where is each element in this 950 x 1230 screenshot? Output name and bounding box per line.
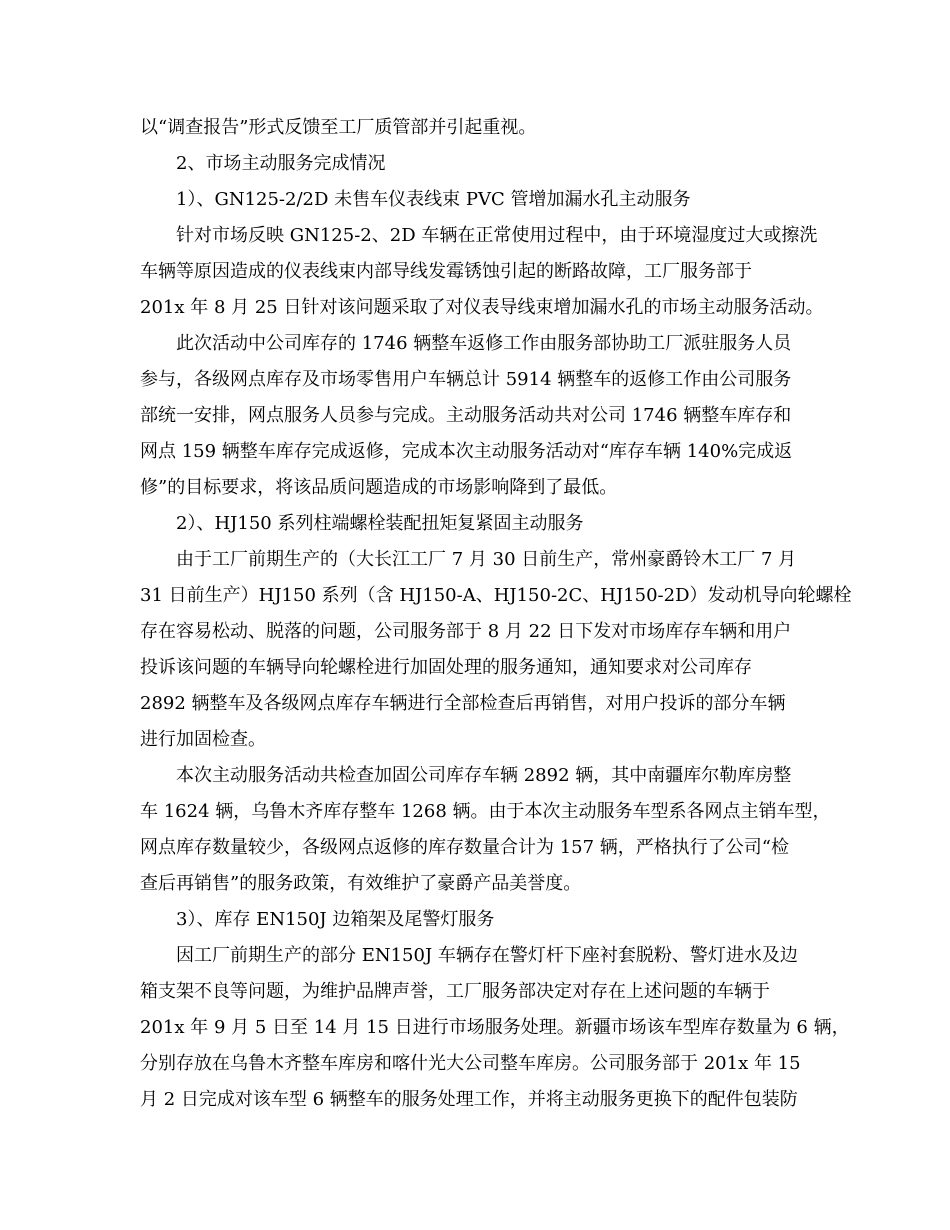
text-line-5: 车辆等原因造成的仪表线束内部导线发霉锈蚀引起的断路故障，工厂服务部于 [140, 261, 752, 282]
text-line-1: 以“调查报告”形式反馈至工厂质管部并引起重视。 [140, 117, 537, 138]
text-line-25: 箱支架不良等问题，为维护品牌声誉，工厂服务部决定对存在上述问题的车辆于 [140, 981, 770, 1002]
text-line-10: 网点 159 辆整车库存完成返修，完成本次主动服务活动对“库存车辆 140%完成返 [140, 441, 793, 462]
text-line-20: 车 1624 辆，乌鲁木齐库存整车 1268 辆。由于本次主动服务车型系各网点主销车型， [140, 801, 831, 822]
text-line-26: 201x 年 9 月 5 日至 14 月 15 日进行市场服务处理。新疆市场该车型库存数量为 6 辆， [140, 1017, 850, 1038]
text-line-8: 参与，各级网点库存及市场零售用户车辆总计 5914 辆整车的返修工作由公司服务 [140, 369, 792, 390]
text-line-16: 投诉该问题的车辆导向轮螺栓进行加固处理的服务通知，通知要求对公司库存 [140, 657, 752, 678]
text-line-11: 修”的目标要求，将该品质问题造成的市场影响降到了最低。 [140, 477, 618, 498]
subsection-heading-2: 2）、HJ150 系列柱端螺栓装配扭矩复紧固主动服务 [176, 513, 584, 534]
text-line-7: 此次活动中公司库存的 1746 辆整车返修工作由服务部协助工厂派驻服务人员 [176, 333, 792, 354]
text-line-13: 由于工厂前期生产的（大长江工厂 7 月 30 日前生产，常州豪爵铃木工厂 7 月 [176, 549, 797, 570]
text-line-21: 网点库存数量较少，各级网点返修的库存数量合计为 157 辆，严格执行了公司“检 [140, 837, 789, 858]
text-line-28: 月 2 日完成对该车型 6 辆整车的服务处理工作，并将主动服务更换下的配件包装防 [140, 1089, 798, 1110]
subsection-heading-3: 3）、库存 EN150J 边箱架及尾警灯服务 [176, 909, 495, 930]
text-line-15: 存在容易松动、脱落的问题，公司服务部于 8 月 22 日下发对市场库存车辆和用户 [140, 621, 792, 642]
text-line-24: 因工厂前期生产的部分 EN150J 车辆存在警灯杆下座衬套脱粉、警灯进水及边 [176, 945, 798, 966]
text-line-22: 查后再销售”的服务政策，有效维护了豪爵产品美誉度。 [140, 873, 582, 894]
text-line-14: 31 日前生产）HJ150 系列（含 HJ150-A、HJ150-2C、HJ150-2D）发动机导向轮螺栓 [140, 585, 852, 606]
subsection-heading-1: 1）、GN125-2/2D 未售车仪表线束 PVC 管增加漏水孔主动服务 [176, 189, 691, 210]
text-line-6: 201x 年 8 月 25 日针对该问题采取了对仪表导线束增加漏水孔的市场主动服务活动。 [140, 297, 824, 318]
text-line-9: 部统一安排，网点服务人员参与完成。主动服务活动共对公司 1746 辆整车库存和 [140, 405, 792, 426]
section-heading: 2、市场主动服务完成情况 [176, 153, 386, 174]
text-line-27: 分别存放在乌鲁木齐整车库房和喀什光大公司整车库房。公司服务部于 201x 年 15 [140, 1053, 801, 1074]
text-line-4: 针对市场反映 GN125-2、2D 车辆在正常使用过程中，由于环境湿度过大或擦洗 [176, 225, 818, 246]
text-line-18: 进行加固检查。 [140, 729, 266, 750]
text-line-19: 本次主动服务活动共检查加固公司库存车辆 2892 辆，其中南疆库尔勒库房整 [176, 765, 792, 786]
text-line-17: 2892 辆整车及各级网点库存车辆进行全部检查后再销售，对用户投诉的部分车辆 [140, 693, 786, 714]
